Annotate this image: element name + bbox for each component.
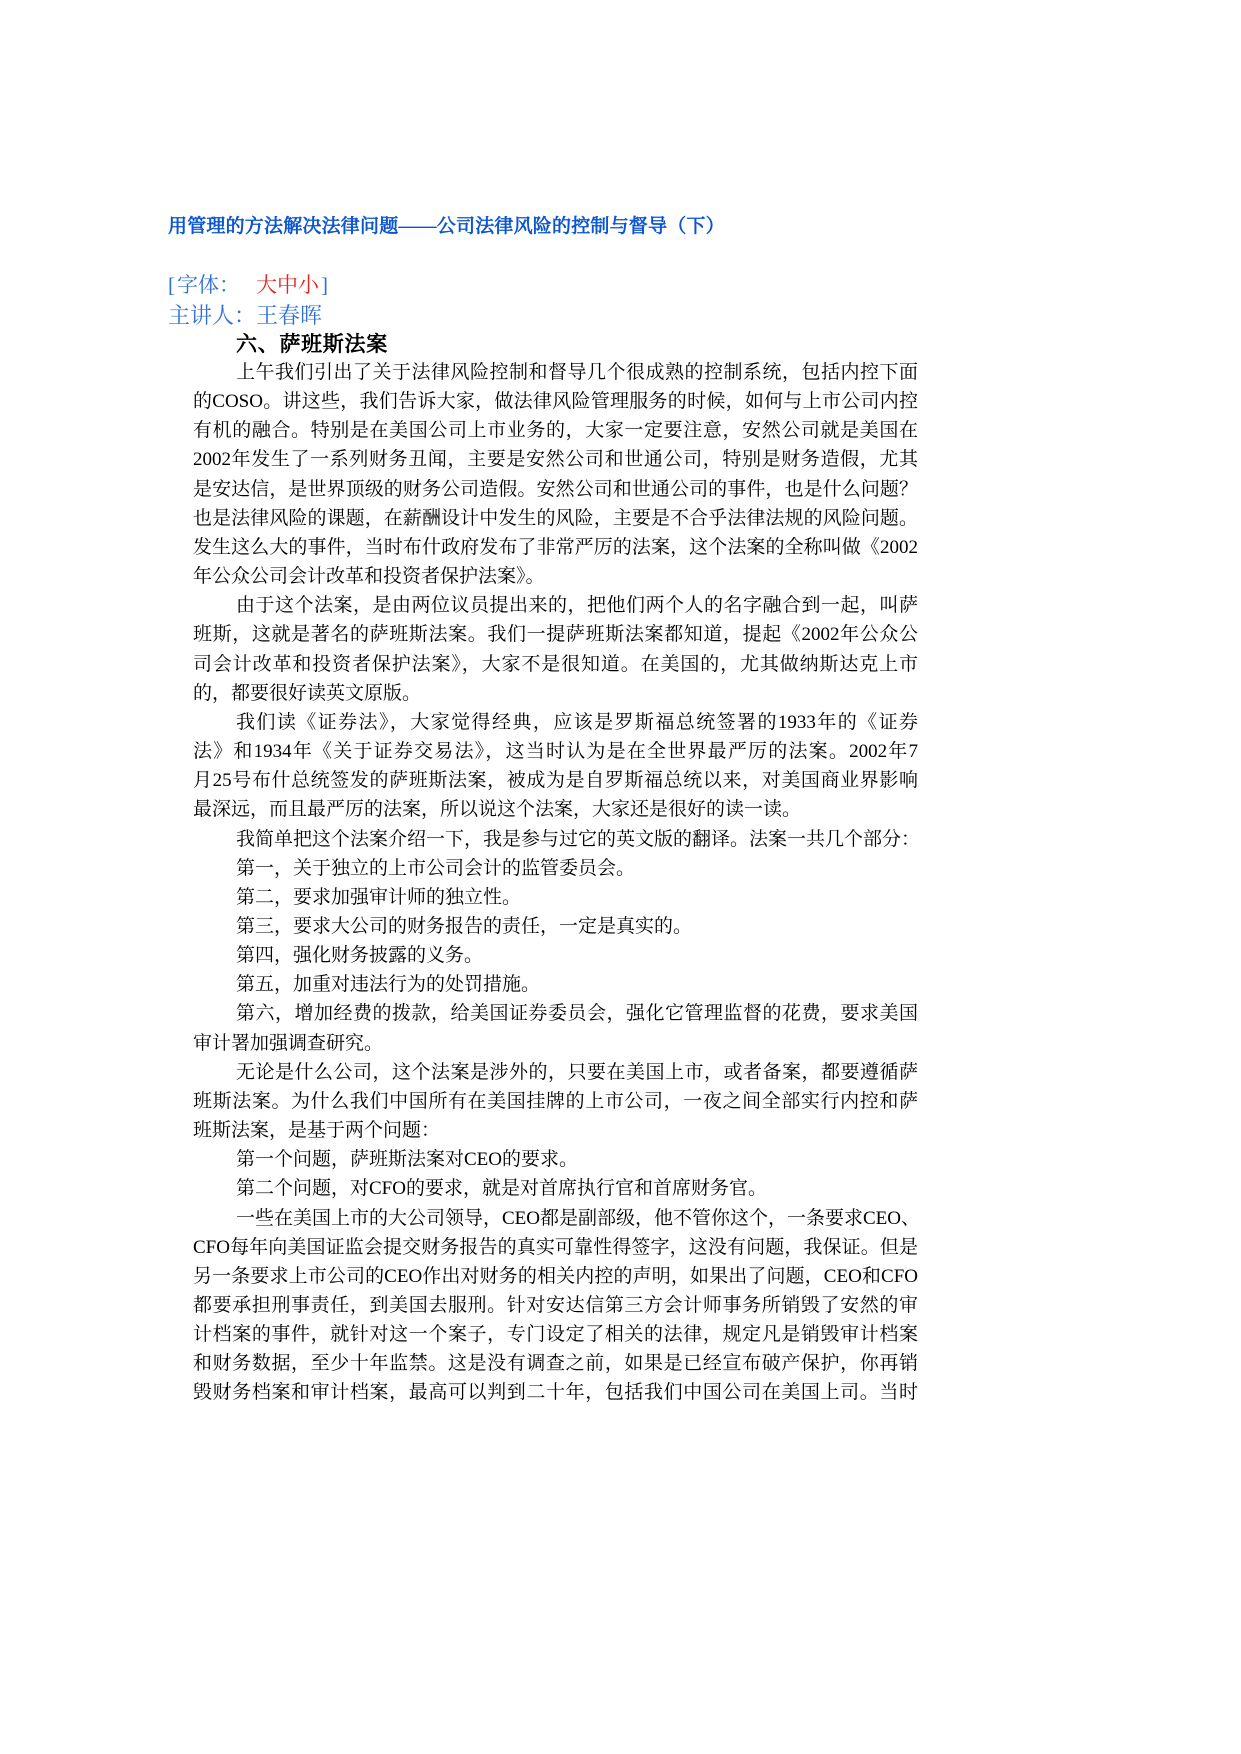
list-item: [193, 912, 918, 941]
speaker: [168, 301, 322, 330]
font-size-label: 字体：: [177, 273, 240, 297]
text-line: 月25号布什总统签发的萨班斯法案，被成为是自罗斯福总统以来，对美国商业界影响: [193, 770, 918, 792]
text-line: 2002年发生了一系列财务丑闻，主要是安然公司和世通公司，特别是财务造假，尤其: [193, 449, 918, 471]
text-line: 第一个问题，萨班斯法案对CEO的要求。: [236, 1149, 579, 1171]
text-line: 第四，强化财务披露的义务。: [236, 945, 484, 967]
font-size-close-bracket: ]: [321, 273, 328, 297]
list-item: [193, 883, 918, 912]
font-size-options: [256, 273, 319, 297]
text-line: 另一条要求上市公司的CEO作出对财务的相关内控的声明，如果出了问题，CEO和CFO: [193, 1265, 918, 1287]
text-line: 发生这么大的事件，当时布什政府发布了非常严厉的法案，这个法案的全称叫做《2002: [193, 536, 918, 558]
paragraph: [193, 1174, 918, 1203]
text-line: 一些在美国上市的大公司领导，CEO都是副部级，他不管你这个，一条要求CEO、: [236, 1207, 921, 1229]
list-item: [193, 941, 918, 970]
paragraph: [193, 591, 918, 708]
article-body: [193, 358, 921, 1408]
text-line: 第二，要求加强审计师的独立性。: [236, 886, 522, 908]
text-line: 法》和1934年《关于证券交易法》，这当时认为是在全世界最严厉的法案。2002年7: [193, 741, 918, 763]
paragraph: [193, 1145, 918, 1174]
text-line: CFO每年向美国证监会提交财务报告的真实可靠性得签字，这没有问题，我保证。但是: [193, 1236, 918, 1258]
text-line: 有机的融合。特别是在美国公司上市业务的，大家一定要注意，安然公司就是美国在: [193, 420, 918, 442]
text-line: 我们读《证券法》，大家觉得经典，应该是罗斯福总统签署的1933年的《证券: [236, 711, 918, 733]
text-line: 的，都要很好读英文原版。: [193, 682, 422, 704]
paragraph: [193, 1058, 918, 1145]
text-line: 是安达信，是世界顶级的财务公司造假。安然公司和世通公司的事件，也是什么问题？: [193, 478, 918, 500]
speaker-name: 王春晖: [256, 303, 323, 328]
text-line: 上午我们引出了关于法律风险控制和督导几个很成熟的控制系统，包括内控下面: [236, 362, 918, 383]
text-line: 无论是什么公司，这个法案是涉外的，只要在美国上市，或者备案，都要遵循萨: [236, 1061, 918, 1083]
text-line: 第五，加重对违法行为的处罚措施。: [236, 974, 541, 996]
text-line: 和财务数据，至少十年监禁。这是没有调查之前，如果是已经宣布破产保护，你再销: [193, 1353, 918, 1375]
text-line: 计档案的事件，就针对这一个案子，专门设定了相关的法律，规定凡是销毁审计档案: [193, 1324, 918, 1346]
text-line: 由于这个法案，是由两位议员提出来的，把他们两个人的名字融合到一起，叫萨: [236, 595, 918, 617]
paragraph: [193, 708, 918, 825]
font-size-control: [168, 271, 328, 300]
text-line: 毁财务档案和审计档案，最高可以判到二十年，包括我们中国公司在美国上司。当时: [193, 1382, 918, 1404]
text-line: 第二个问题，对CFO的要求，就是对首席执行官和首席财务官。: [236, 1178, 767, 1200]
text-line: 司会计改革和投资者保护法案》，大家不是很知道。在美国的，尤其做纳斯达克上市: [193, 653, 918, 675]
text-line: 的COSO。讲这些，我们告诉大家，做法律风险管理服务的时候，如何与上市公司内控: [193, 391, 918, 413]
article-title: 用管理的方法解决法律问题——公司法律风险的控制与督导（下）: [168, 216, 725, 237]
list-item: [193, 999, 918, 1057]
list-item: [193, 854, 918, 883]
text-line: 第三，要求大公司的财务报告的责任，一定是真实的。: [236, 915, 693, 937]
text-line: 审计署加强调查研究。: [193, 1032, 384, 1054]
list-item: [193, 970, 918, 999]
font-size-open-bracket: [: [168, 273, 175, 297]
font-size-small-link[interactable]: 小: [298, 273, 319, 297]
paragraph: [193, 358, 918, 591]
font-size-large-link[interactable]: 大: [256, 273, 277, 297]
paragraph: [193, 1204, 921, 1408]
text-line: 第一，关于独立的上市公司会计的监管委员会。: [236, 857, 636, 879]
text-line: 都要承担刑事责任，到美国去服刑。针对安达信第三方会计师事务所销毁了安然的审: [193, 1295, 918, 1316]
text-line: 第六，增加经费的拨款，给美国证券委员会，强化它管理监督的花费，要求美国: [236, 1003, 918, 1025]
text-line: 我简单把这个法案介绍一下，我是参与过它的英文版的翻译。法案一共几个部分：: [236, 828, 921, 850]
text-line: 也是法律风险的课题，在薪酬设计中发生的风险，主要是不合乎法律法规的风险问题。: [193, 507, 918, 529]
text-line: 年公众公司会计改革和投资者保护法案》。: [193, 566, 545, 588]
text-line: 班斯，这就是著名的萨班斯法案。我们一提萨班斯法案都知道，提起《2002年公众公: [193, 624, 918, 646]
text-line: 班斯法案，是基于两个问题：: [193, 1120, 441, 1142]
paragraph: [193, 825, 921, 854]
text-line: 班斯法案。为什么我们中国所有在美国挂牌的上市公司，一夜之间全部实行内控和萨: [193, 1090, 918, 1112]
section-heading: 六、萨班斯法案: [236, 332, 388, 356]
text-line: 最深远，而且最严厉的法案，所以说这个法案，大家还是很好的读一读。: [193, 799, 802, 821]
font-size-medium-link[interactable]: 中: [277, 273, 298, 297]
speaker-label: 主讲人：: [168, 303, 257, 328]
